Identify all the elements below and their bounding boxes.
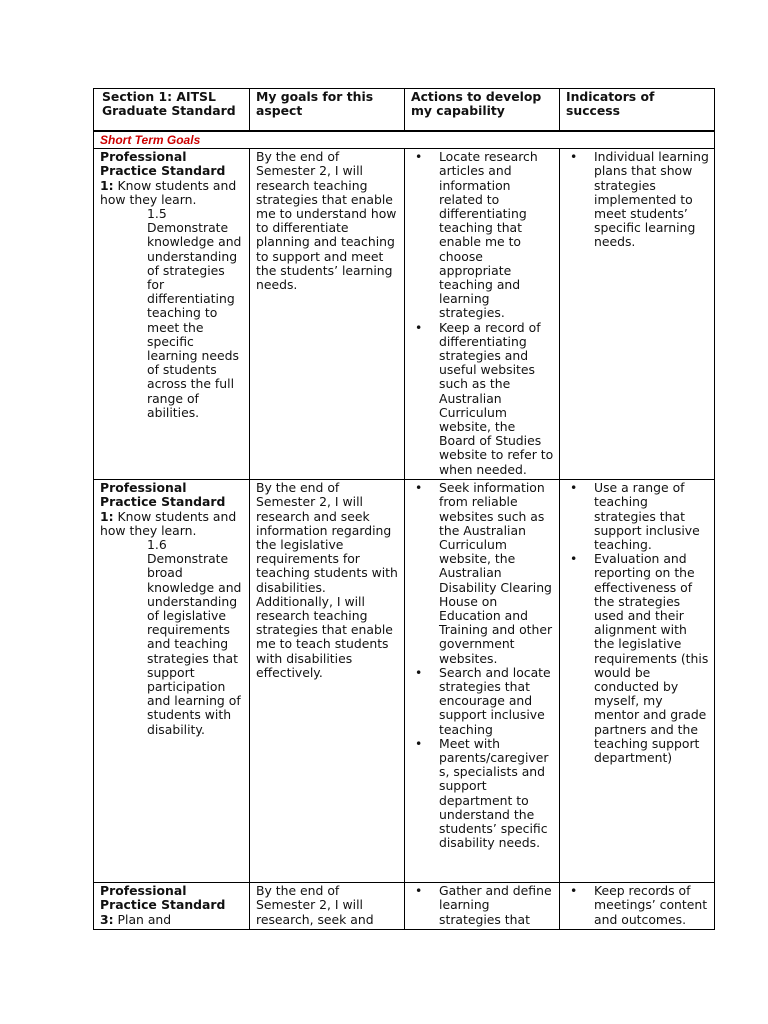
standard-text: Know students and how they learn. (100, 177, 237, 207)
goal-text: By the end of Semester 2, I will research teaching strategies that enable me to understand how to differentiate planning and teaching to support and meet the students’ learning needs. (256, 149, 397, 293)
actions-list (411, 884, 555, 927)
list-item: • Seek information from reliable websites such as the Australian Curriculum website, the Australian Disability Clearing House on Education and Training and other government websites. (411, 481, 555, 666)
goal-cell (250, 480, 405, 883)
standard-number: 1: (100, 177, 114, 193)
standard-cell (94, 149, 250, 480)
header-standard-line1: Section 1: AITSL (102, 89, 216, 104)
list-item: • Meet with parents/caregiver s, specialists and support department to understand the students’ specific disability needs. (411, 737, 555, 851)
indicators-list (566, 481, 710, 765)
list-item: • Keep a record of differentiating strategies and useful websites such as the Australian Curriculum website, the Board of Studies website to refer to when needed. (411, 321, 555, 477)
standard-title: Professional Practice Standard (100, 480, 226, 510)
standard-title: Professional Practice Standard (100, 149, 226, 179)
section-cell (94, 131, 715, 149)
list-item: • Gather and define learning strategies that (411, 884, 555, 927)
actions-list (411, 150, 555, 477)
standard-title: Professional Practice Standard (100, 883, 226, 913)
goal-text: By the end of Semester 2, I will research and seek information regarding the legislative requirements for teaching students with disabilities. Additionally, I will research teaching strategies that enable me to teach students with disabilities effectively. (256, 480, 398, 680)
indicators-list (566, 884, 710, 927)
list-item: • Keep records of meetings’ content and outcomes. (566, 884, 710, 927)
goal-cell (250, 883, 405, 930)
list-item: • Use a range of teaching strategies that support inclusive teaching. (566, 481, 710, 552)
header-goals: My goals for this aspect (250, 89, 405, 132)
actions-cell (405, 480, 560, 883)
goal-text: By the end of Semester 2, I will research, seek and (256, 883, 374, 927)
actions-cell (405, 883, 560, 930)
list-item: • Search and locate strategies that encourage and support inclusive teaching (411, 666, 555, 737)
standard-cell (94, 883, 250, 930)
actions-list (411, 481, 555, 850)
section-label: Short Term Goals (100, 133, 201, 147)
actions-cell (405, 149, 560, 480)
list-item: • Individual learning plans that show strategies implemented to meet students’ specific learning needs. (566, 150, 710, 249)
header-row (94, 89, 715, 132)
header-actions: Actions to develop my capability (405, 89, 560, 132)
header-standard-line2: Graduate Standard (102, 103, 236, 119)
standard-text: Plan and (117, 911, 172, 927)
table-row (94, 149, 715, 480)
indicators-cell (560, 883, 715, 930)
indicators-cell (560, 480, 715, 883)
standard-cell (94, 480, 250, 883)
standard-number: 1: (100, 508, 114, 524)
list-item: • Locate research articles and information related to differentiating teaching that enable me to choose appropriate teaching and learning strategies. (411, 150, 555, 320)
header-standard (94, 89, 250, 132)
table-row (94, 883, 715, 930)
goals-table (93, 88, 715, 930)
list-item: • Evaluation and reporting on the effectiveness of the strategies used and their alignment with the legislative requirements (this would be conducted by myself, my mentor and grade partners and the teaching support department) (566, 552, 710, 765)
indicators-cell (560, 149, 715, 480)
table-row (94, 480, 715, 883)
standard-substandard: 1.5 Demonstrate knowledge and understanding of strategies for differentiating teaching to meet the specific learning needs of students across the full range of abilities. (147, 206, 242, 420)
section-row (94, 131, 715, 149)
goal-cell (250, 149, 405, 480)
standard-substandard: 1.6 Demonstrate broad knowledge and understanding of legislative requirements and teaching strategies that support participation and learning of students with disability. (147, 537, 242, 737)
indicators-list (566, 150, 710, 249)
header-indicators: Indicators of success (560, 89, 715, 132)
standard-number: 3: (100, 911, 114, 927)
standard-text: Know students and how they learn. (100, 508, 237, 538)
